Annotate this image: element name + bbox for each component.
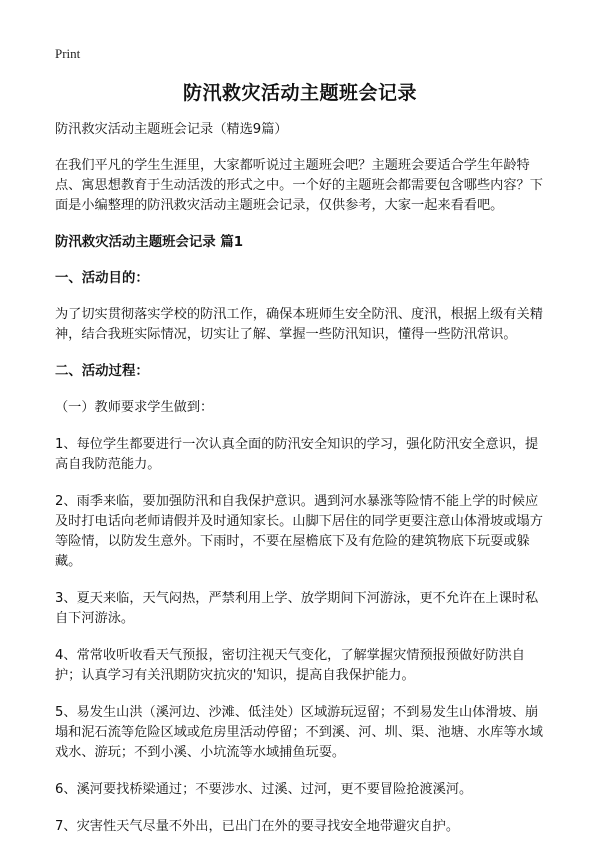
article-heading: 防汛救灾活动主题班会记录 篇1 bbox=[55, 235, 244, 250]
list-item: 7、灾害性天气尽量不外出，已出门在外的要寻找安全地带避灾自护。 bbox=[55, 819, 460, 834]
list-item: 3、夏天来临，天气闷热，严禁利用上学、放学期间下河游泳，更不允许在上课时私自下河游泳。 bbox=[55, 591, 539, 626]
document-subtitle: 防汛救灾活动主题班会记录（精选9篇） bbox=[55, 122, 288, 137]
list-item: 6、溪河要找桥梁通过；不要涉水、过溪、过河，更不要冒险抢渡溪河。 bbox=[55, 782, 473, 797]
page-title: 防汛救灾活动主题班会记录 bbox=[182, 82, 417, 104]
list-item: 1、每位学生都要进行一次认真全面的防汛安全知识的学习，强化防汛安全意识，提高自我防范能力。 bbox=[55, 437, 539, 472]
purpose-paragraph: 为了切实贯彻落实学校的防汛工作，确保本班师生安全防汛、度汛，根据上级有关精神，结合我班实际情况，切实让了解、掌握一些防汛知识，懂得一些防汛常识。 bbox=[55, 307, 543, 342]
process-subheading: （一）教师要求学生做到： bbox=[55, 400, 214, 415]
intro-paragraph: 在我们平凡的学生生涯里，大家都听说过主题班会吧？主题班会要适合学生年龄特点、寓思想教育于生动活泼的形式之中。一个好的主题班会都需要包含哪些内容？下面是小编整理的防汛救灾活动主题班会记录，仅供参考，大家一起来看看吧。 bbox=[55, 158, 543, 213]
section-heading-process: 二、活动过程： bbox=[55, 364, 149, 379]
document-body bbox=[55, 120, 550, 854]
list-item: 4、常常收听收看天气预报，密切注视天气变化，了解掌握灾情预报预做好防洪自护；认真学习有关汛期防灾抗灾的'知识，提高自我保护能力。 bbox=[55, 648, 525, 683]
section-heading-purpose: 一、活动目的： bbox=[55, 271, 149, 286]
print-link[interactable]: Print bbox=[55, 46, 81, 61]
list-item: 5、易发生山洪（溪河边、沙滩、低洼处）区域游玩逗留；不到易发生山体滑坡、崩塌和泥石流等危险区域或危房里活动停留；不到溪、河、圳、渠、池塘、水库等水域戏水、游玩；不到小溪、小坑流等水域捕鱼玩耍。 bbox=[55, 705, 543, 760]
list-item: 2、雨季来临，要加强防汛和自我保护意识。遇到河水暴涨等险情不能上学的时候应及时打电话向老师请假并及时通知家长。山脚下居住的同学更要注意山体滑坡或塌方等险情，以防发生意外。下雨时，不要在屋檐底下及有危险的建筑物底下玩耍或躲藏。 bbox=[55, 494, 543, 569]
